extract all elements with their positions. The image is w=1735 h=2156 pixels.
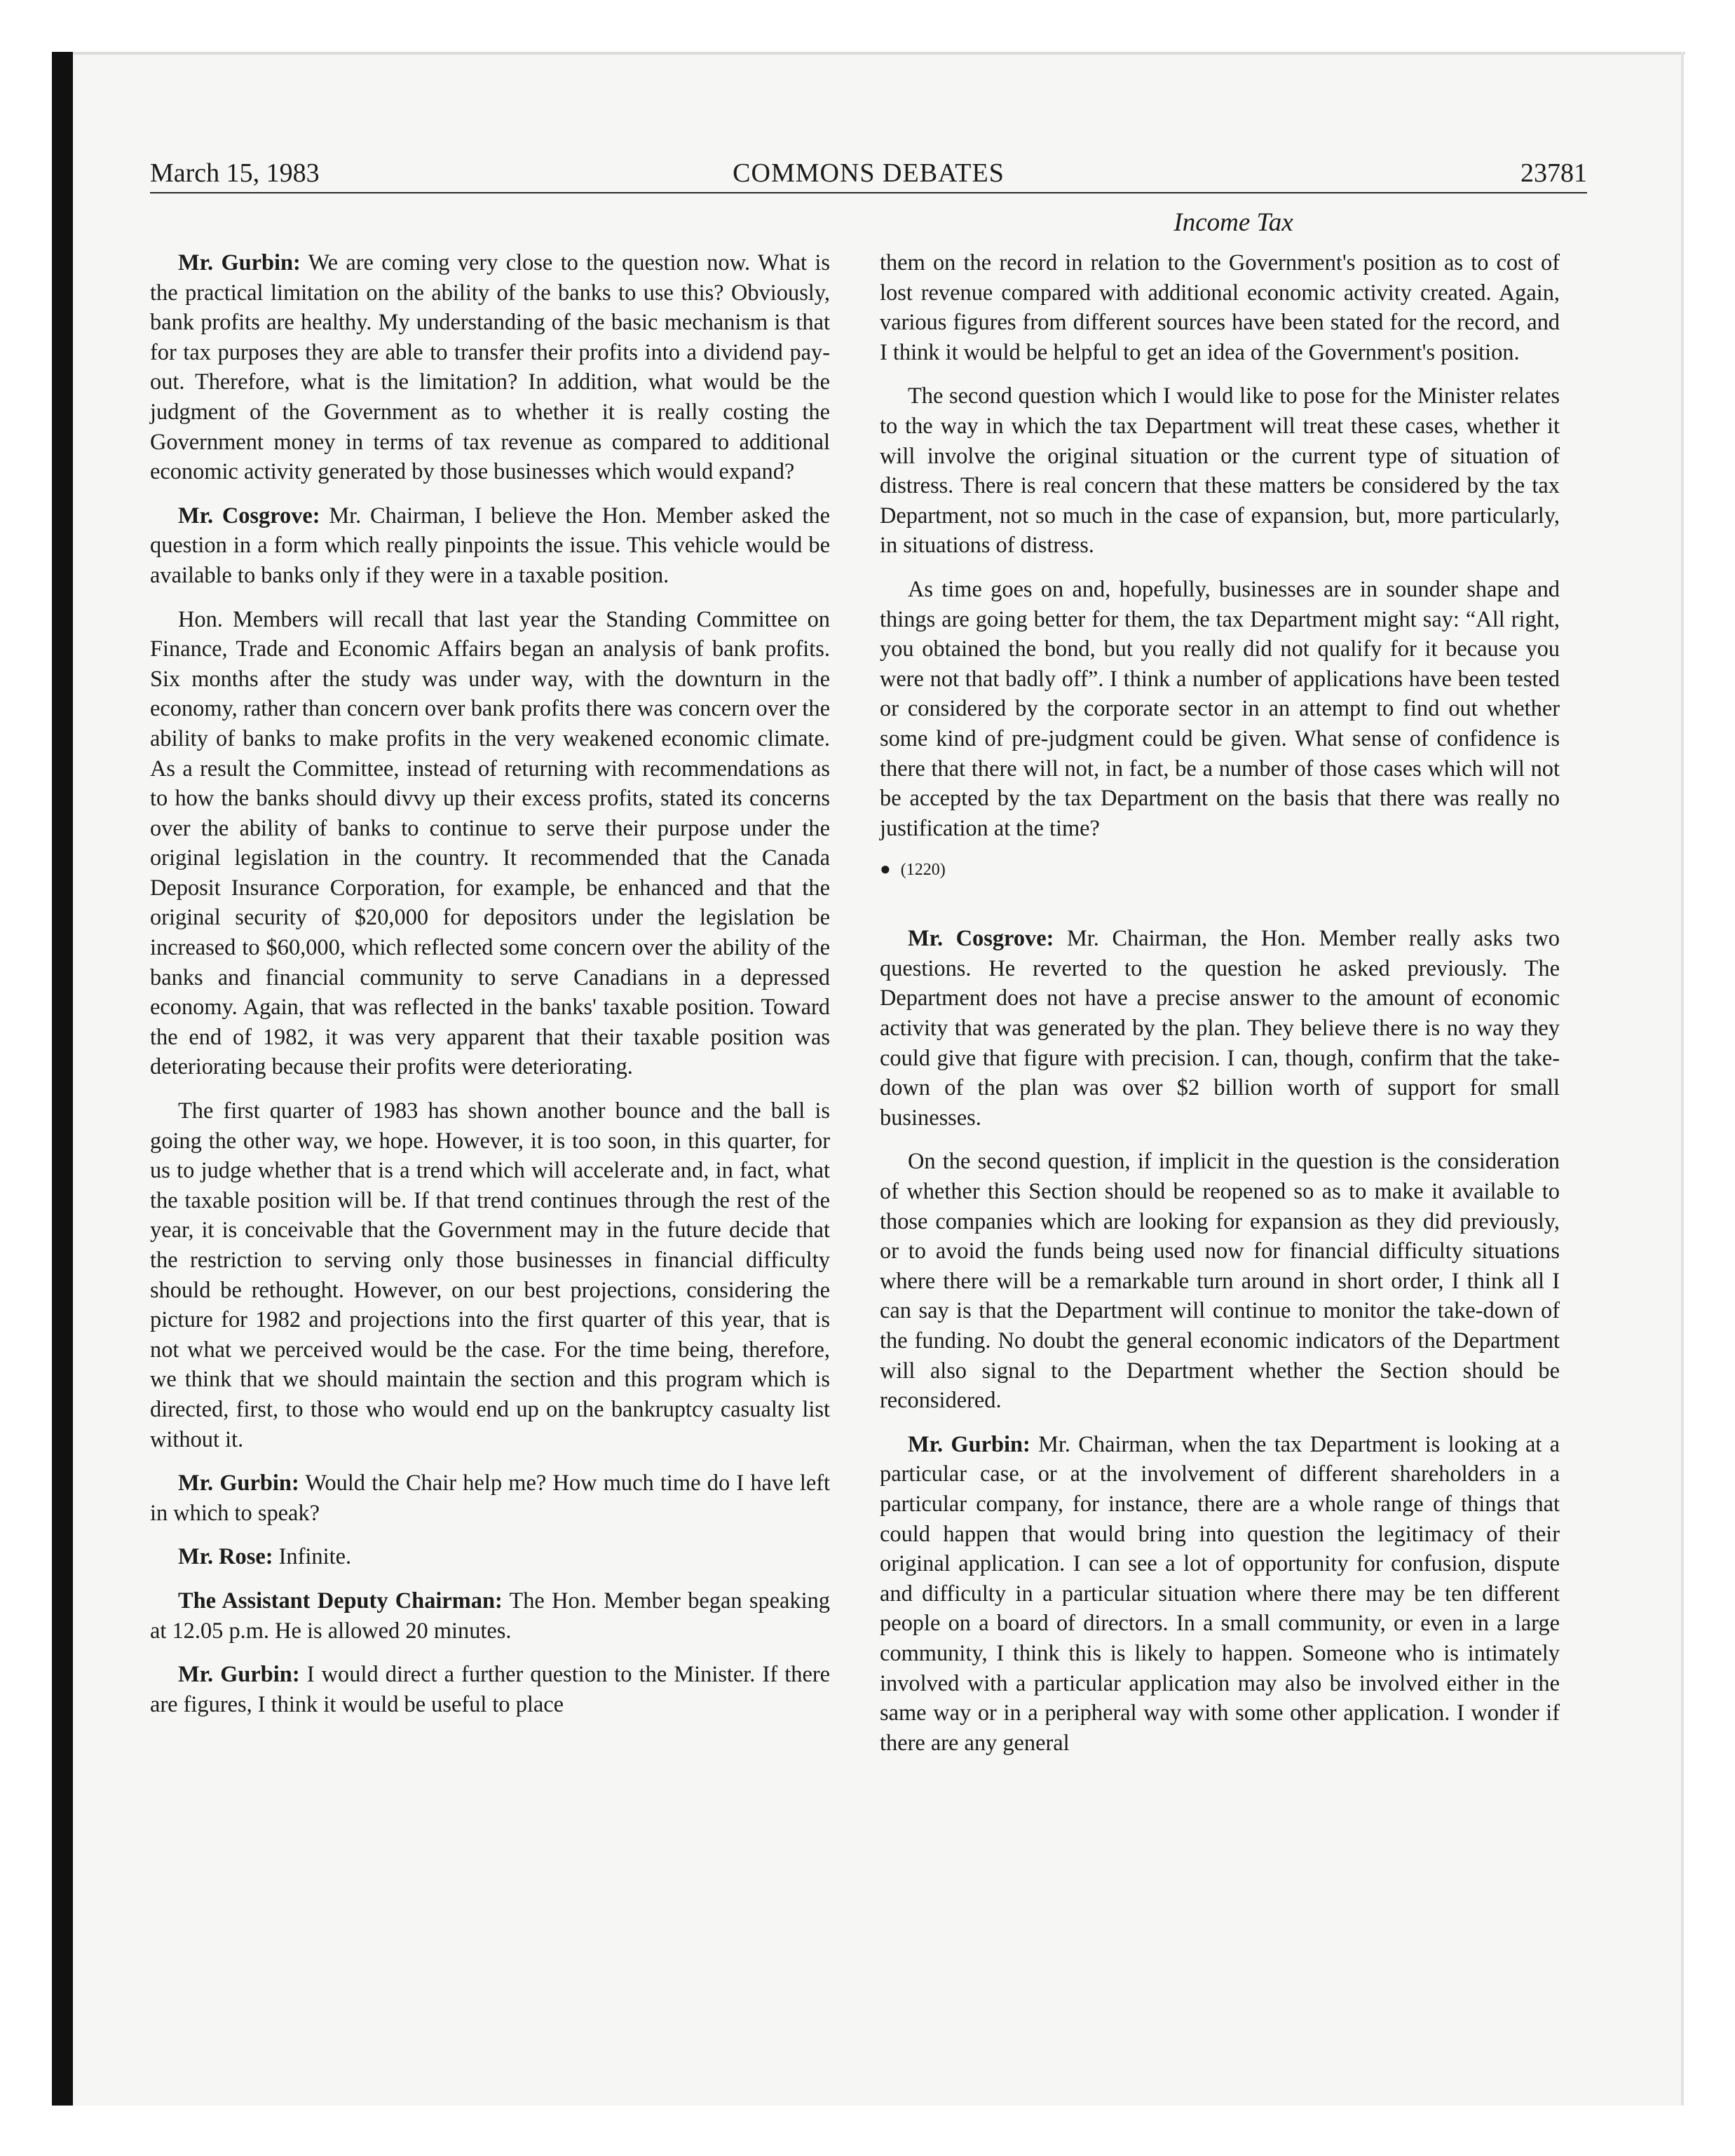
speech-text: Infinite. (278, 1544, 352, 1570)
speaker-name: Mr. Gurbin: (908, 1431, 1030, 1457)
speaker-name: Mr. Gurbin: (178, 250, 301, 275)
speaker-name: Mr. Gurbin: (178, 1471, 299, 1496)
speech-paragraph (880, 1430, 1560, 1759)
speech-paragraph (880, 381, 1560, 561)
header-journal-title: COMMONS DEBATES (733, 158, 1005, 188)
speech-text: Hon. Members will recall that last year the Standing Committee on Finance, Trade and Economic Affairs began an analysis of bank profits. Six months after the study was under way, with the downturn in the economy, rather than concern over bank profits there was concern over the ability of banks to make profits in the very weakened economic climate. As a result the Committee, instead of returning with recommendations as to how the banks should divvy up their excess profits, stated its concerns over the ability of banks to continue to serve their purpose under the original legislation in the country. It recommended that the Canada Deposit Insurance Corporation, for example, be enhanced and that the original security of $20,000 for depositors under the legislation be increased to $60,000, which reflected some concern over the ability of the banks and financial community to serve Canadians in a depressed economy. Again, that was reflected in the banks' taxable position. Toward the end of 1982, it was very apparent that their taxable position was deteriorating because their profits were deteriorating. (150, 606, 830, 1080)
speech-text: Mr. Chairman, the Hon. Member really asks two questions. He reverted to the question he asked previously. The Department does not have a precise answer to the amount of economic activity that was generated by the plan. They believe there is no way they could give that figure with precision. I can, though, confirm that the take-down of the plan was over $2 billion worth of support for small businesses. (880, 926, 1560, 1131)
speech-paragraph (150, 1468, 830, 1528)
speech-paragraph (150, 1096, 830, 1454)
speech-text: The first quarter of 1983 has shown another bounce and the ball is going the other way, we hope. However, it is too soon, in this quarter, for us to judge whether that is a trend which will accelerate and, in fact, what the taxable position will be. If that trend continues through the rest of the year, it is conceivable that the Government may in the future decide that the restriction to serving only those businesses in financial difficulty should be rethought. However, on our best projections, considering the picture for 1982 and projections into the first quarter of this year, that is not what we perceived would be the case. For the time being, therefore, we think that we should maintain the section and this program which is directed, first, to those who would end up on the bankruptcy casualty list without it. (150, 1098, 830, 1452)
scan-border-right (1681, 52, 1684, 2106)
speech-text: Mr. Chairman, I believe the Hon. Member asked the question in a form which really pinpoints the issue. This vehicle would be available to banks only if they were in a taxable position. (150, 503, 830, 588)
speaker-name: The Assistant Deputy Chairman: (178, 1588, 503, 1613)
speech-text: Mr. Chairman, when the tax Department is looking at a particular case, or at the involvement of different shareholders in a particular company, for instance, there are a whole range of things that could happen that would bring into question the legitimacy of their original application. I can see a lot of opportunity for confusion, dispute and difficulty in a particular situation where there may be ten different people on a board of directors. In a small community, or even in a large community, I think this is likely to happen. Someone who is intimately involved with a particular application may also be involved either in the same way or in a peripheral way with some other application. I wonder if there are any general (880, 1431, 1560, 1756)
time-marker (880, 857, 1560, 882)
speech-text: The second question which I would like to pose for the Minister relates to the way in which the tax Department will treat these cases, whether it will involve the original situation or the current type of situation of distress. There is real concern that these matters be considered by the tax Department, not so much in the case of expansion, but, more particularly, in situations of distress. (880, 383, 1560, 559)
speech-paragraph (150, 501, 830, 591)
speech-paragraph (150, 248, 830, 487)
speech-paragraph (150, 605, 830, 1083)
speech-paragraph (880, 924, 1560, 1133)
speech-text: Would the Chair help me? How much time do I have left in which to speak? (150, 1471, 830, 1526)
speech-text: The Hon. Member began speaking at 12.05 p.m. He is allowed 20 minutes. (150, 1588, 830, 1644)
speaker-name: Mr. Cosgrove: (178, 503, 320, 528)
speech-text: On the second question, if implicit in the question is the consideration of whether this Section should be reopened so as to make it available to those companies which are looking for expansion as they did previously, or to avoid the funds being used now for financial difficulty situations where there will be a remarkable turn around in short order, I think all I can say is that the Department will continue to monitor the take-down of the funding. No doubt the general economic indicators of the Department will also signal to the Department whether the Section should be reconsidered. (880, 1149, 1560, 1414)
speaker-name: Mr. Cosgrove: (908, 926, 1054, 952)
speech-paragraph (150, 1586, 830, 1646)
bullet-icon: ● (880, 859, 891, 880)
speech-text: As time goes on and, hopefully, businesses are in sounder shape and things are going better for them, the tax Department might say: “All right, you obtained the bond, but you really did not qualify for it because you were not that badly off”. I think a number of applications have been tested or considered by the corporate sector in an attempt to find out whether some kind of pre-judgment could be given. What sense of confidence is there that there will not, in fact, be a number of those cases which will not be accepted by the tax Department on the basis that there was really no justification at the time? (880, 576, 1560, 841)
left-column (150, 248, 830, 1733)
header-rule (150, 192, 1587, 193)
speech-paragraph (880, 575, 1560, 843)
speech-paragraph (880, 248, 1560, 367)
header-page-number: 23781 (1520, 158, 1587, 188)
right-column (880, 248, 1560, 1772)
speech-paragraph (880, 1147, 1560, 1415)
scan-border-left (52, 52, 73, 2106)
speech-text: them on the record in relation to the Government's position as to cost of lost revenue compared with additional economic activity created. Again, various figures from different sources have been stated for the record, and I think it would be helpful to get an idea of the Government's position. (880, 250, 1560, 365)
time-marker-text: (1220) (900, 861, 946, 880)
header-date: March 15, 1983 (150, 158, 320, 188)
running-header (150, 156, 1587, 191)
speaker-name: Mr. Gurbin: (178, 1662, 300, 1688)
speaker-name: Mr. Rose: (178, 1544, 273, 1570)
speech-text: We are coming very close to the question now. What is the practical limitation on the ability of the banks to use this? Obviously, bank profits are healthy. My understanding of the basic mechanism is that for tax purposes they are able to transfer their profits into a dividend pay-out. Therefore, what is the limitation? In addition, what would be the judgment of the Government as to whether it is really costing the Government money in terms of tax revenue as compared to additional economic activity generated by those businesses which would expand? (150, 250, 830, 485)
speech-paragraph (150, 1660, 830, 1719)
speech-paragraph (150, 1542, 830, 1572)
section-title: Income Tax (1173, 208, 1293, 237)
speech-text: I would direct a further question to the Minister. If there are figures, I think it would be useful to place (150, 1662, 830, 1717)
